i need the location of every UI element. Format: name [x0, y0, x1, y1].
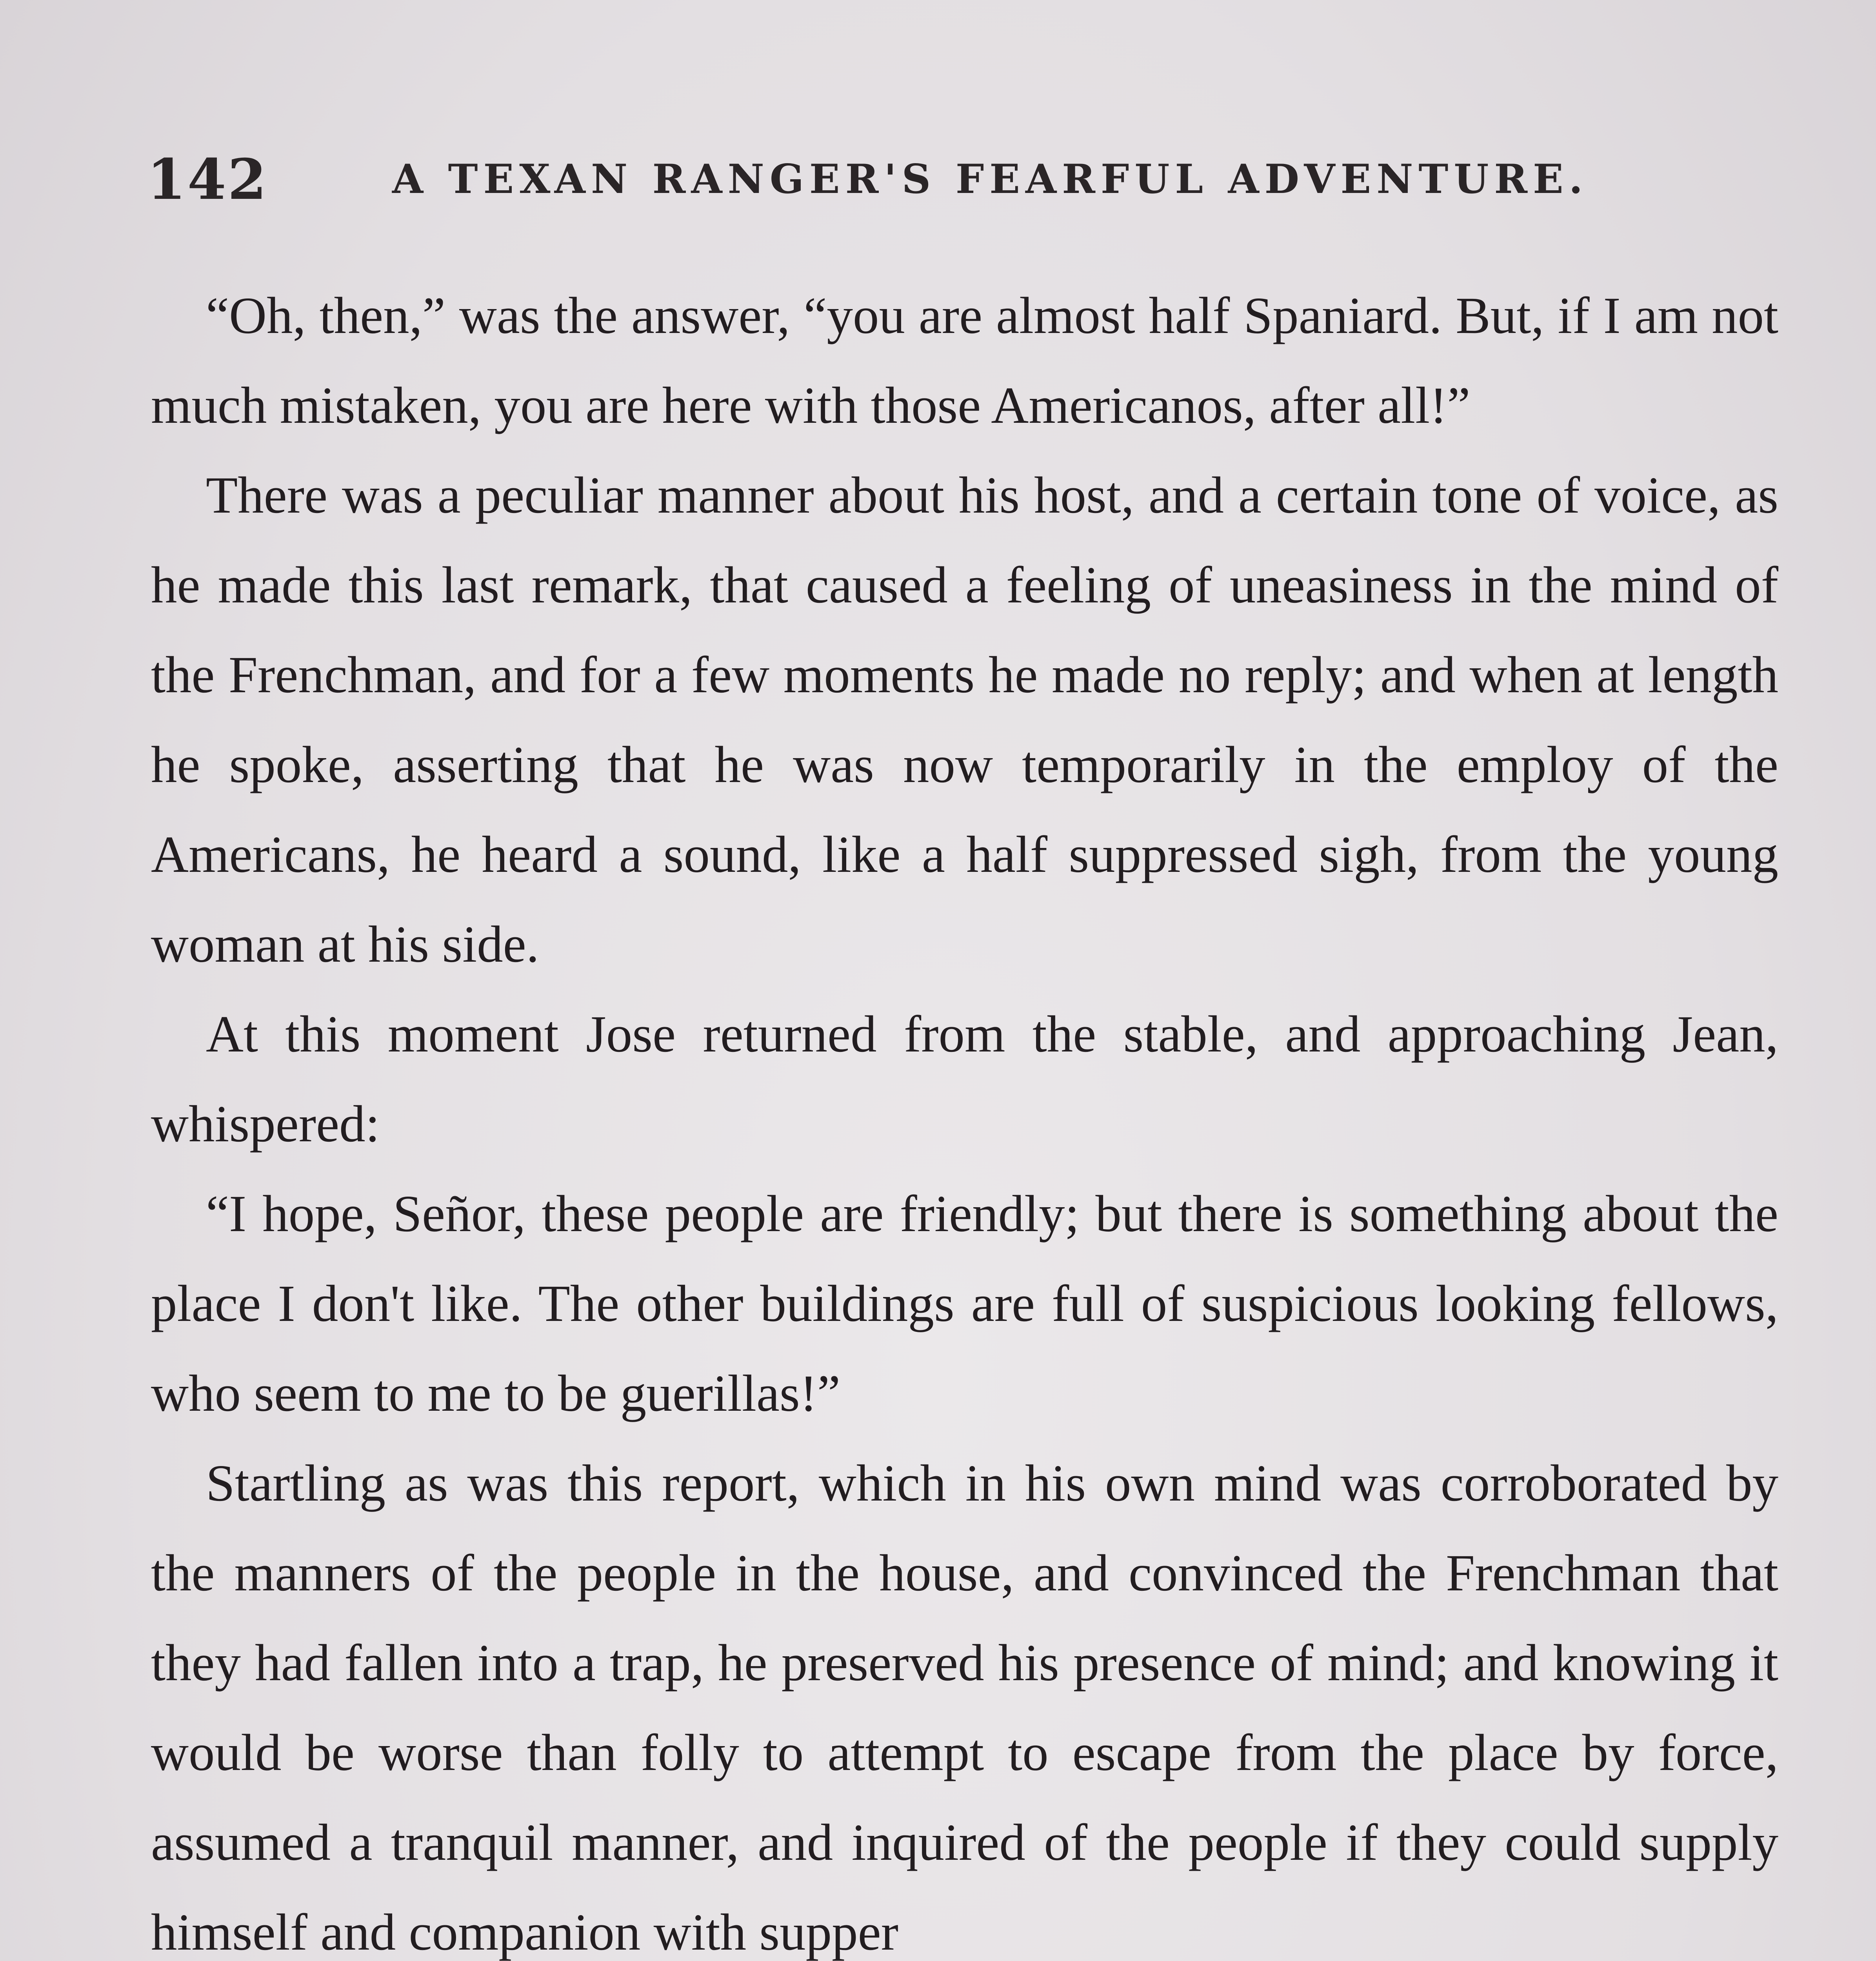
page-header: [147, 147, 1589, 222]
running-title: A TEXAN RANGER'S FEARFUL ADVENTURE.: [392, 156, 1589, 203]
page-number: 142: [147, 147, 268, 212]
body-text: [151, 271, 1778, 1961]
paragraph: At this moment Jose returned from the stable, and approaching Jean, whispered:: [151, 1005, 1778, 1153]
paragraph: Startling as was this report, which in his own mind was corroborated by the manners of the people in the house, and convinced the Frenchman that they had fallen into a trap, he preserved his presence of mind; and knowing it would be worse than folly to attempt to escape from the place by force, assumed a tranquil manner, and inquired of the people if they could supply himself and companion with supper: [151, 1454, 1778, 1961]
paragraph: “I hope, Señor, these people are friendly; but there is something about the place I don't like. The other buildings are full of suspicious looking fellows, who seem to me to be guerillas!”: [151, 1184, 1778, 1422]
paragraph: “Oh, then,” was the answer, “you are almost half Spaniard. But, if I am not much mistaken, you are here with those Americanos, after all!”: [151, 286, 1778, 434]
paragraph: There was a peculiar manner about his host, and a certain tone of voice, as he made this last remark, that caused a feeling of uneasiness in the mind of the Frenchman, and for a few moments he made no reply; and when at length he spoke, asserting that he was now temporarily in the employ of the Americans, he heard a sound, like a half suppressed sigh, from the young woman at his side.: [151, 466, 1778, 973]
